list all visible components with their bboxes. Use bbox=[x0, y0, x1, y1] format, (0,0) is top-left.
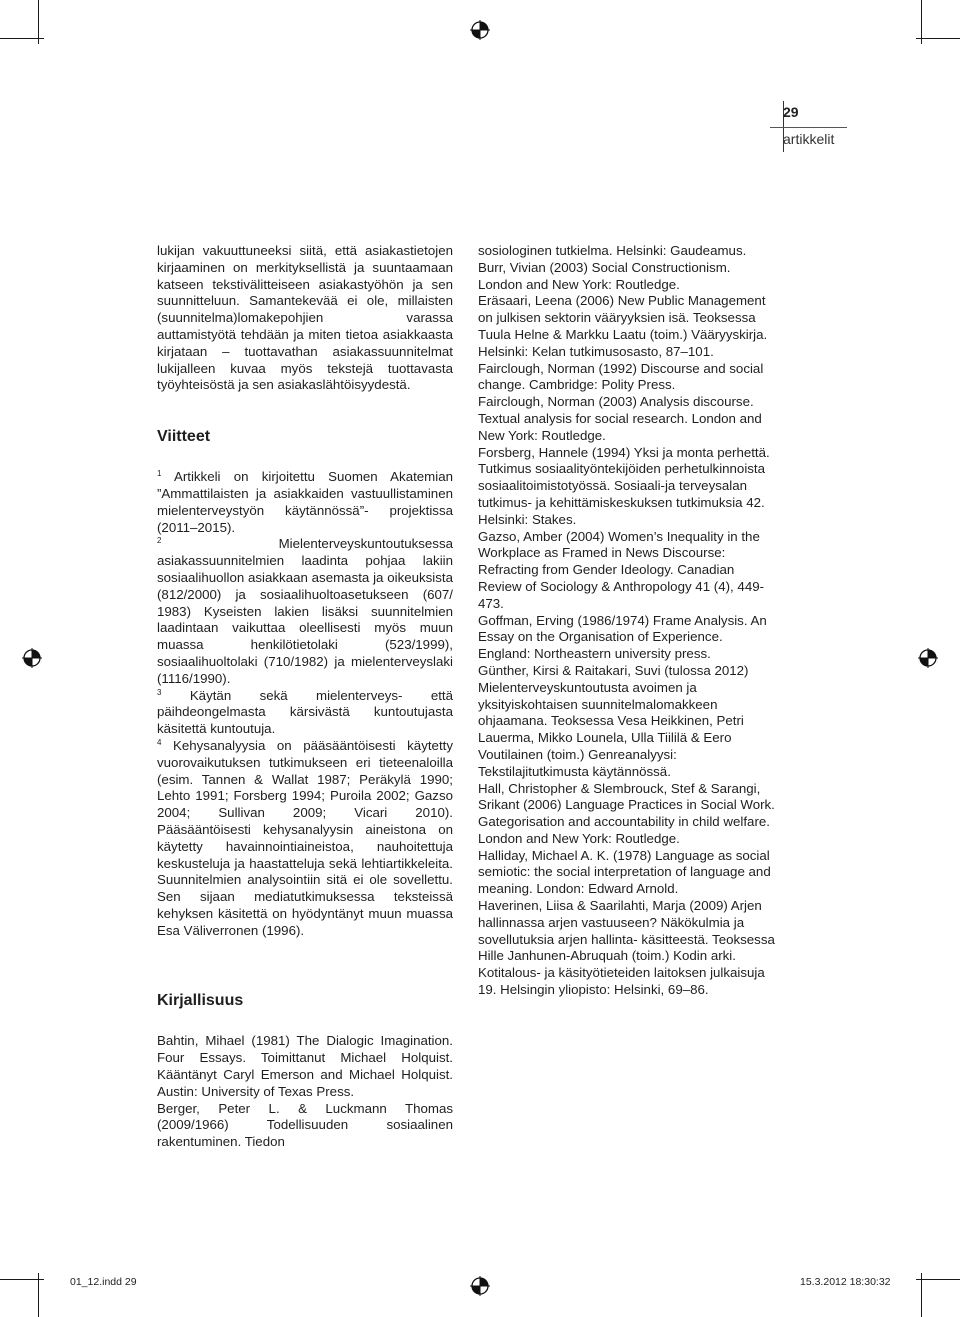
footnote-number: 1 bbox=[157, 469, 162, 479]
bibliography-entry: Haverinen, Liisa & Saarilahti, Marja (2009) Arjen hallinnassa arjen vastuuseen? Näkökulmia ja sovellutuksia arjen hallinta- käsitteestä. Teoksessa Hille Janhunen-Abruquah (toim.) Kodin arki. Kotitalous- ja käsityötieteiden laitoksen julkaisuja 19. Helsingin yliopisto: Helsinki, 69–86. bbox=[478, 898, 775, 998]
notes-heading: Viitteet bbox=[157, 428, 211, 446]
crop-mark-bottom-right-h bbox=[916, 1279, 960, 1280]
bibliography-entry: Burr, Vivian (2003) Social Constructionism. London and New York: Routledge. bbox=[478, 259, 731, 292]
bibliography-entry: Berger, Peter L. & Luckmann Thomas (2009/1966) Todellisuuden sosiaalinen rakentuminen. Tiedon bbox=[157, 1100, 453, 1150]
section-label: artikkelit bbox=[783, 131, 835, 147]
slug-datetime: 15.3.2012 18:30:32 bbox=[800, 1276, 891, 1288]
footnote-number: 4 bbox=[157, 737, 162, 747]
bibliography-entry: sosiologinen tutkielma. Helsinki: Gaudeamus. bbox=[478, 243, 747, 258]
bibliography-entry: Fairclough, Norman (1992) Discourse and social change. Cambridge: Polity Press. bbox=[478, 360, 764, 393]
bibliography-entry: Forsberg, Hannele (1994) Yksi ja monta perhettä. Tutkimus sosiaalityöntekijöiden perhetulkinnoista sosiaalitoimistotyössä. Sosiaali-ja terveysalan tutkimus- ja kehittämiskeskuksen tutkimuksia 42. Helsinki: Stakes. bbox=[478, 444, 770, 527]
footnote-number: 2 bbox=[157, 536, 162, 546]
footnote bbox=[157, 688, 453, 738]
bibliography-entry: Bahtin, Mihael (1981) The Dialogic Imagination. Four Essays. Toimittanut Michael Holquist. Kääntänyt Caryl Emerson and Michael Holquist. Austin: University of Texas Press. bbox=[157, 1033, 453, 1099]
notes-list bbox=[157, 469, 453, 939]
bibliography-entry: Fairclough, Norman (2003) Analysis discourse. Textual analysis for social research. London and New York: Routledge. bbox=[478, 394, 762, 443]
bibliography-entry: Hall, Christopher & Slembrouck, Stef & Sarangi, Srikant (2006) Language Practices in Social Work. Gategorisation and accountability in child welfare. London and New York: Routledge. bbox=[478, 780, 775, 846]
crop-mark-top-left-h bbox=[0, 38, 44, 39]
registration-mark-top-icon bbox=[470, 20, 490, 40]
registration-mark-bottom-icon bbox=[470, 1276, 490, 1296]
crop-mark-bottom-left-h bbox=[0, 1279, 44, 1280]
footnote-number: 3 bbox=[157, 687, 162, 697]
bibliography-entry: Günther, Kirsi & Raitakari, Suvi (tulossa 2012) Mielenterveyskuntoutusta avoimen ja yksityiskohtaisen suunnitelmalomakkeen ohjaamana. Teoksessa Vesa Heikkinen, Petri Lauerma, Mikko Lounela, Ulla Tiililä & Eero Voutilainen (toim.) Genreanalyysi: Tekstilajitutkimusta käytännössä. bbox=[478, 662, 749, 779]
footnote bbox=[157, 536, 453, 687]
slug-filename: 01_12.indd 29 bbox=[70, 1276, 137, 1288]
footnote-text: Artikkeli on kirjoitettu Suomen Akatemian ”Ammattilaisten ja asiakkaiden vastuullistaminen mielenterveystyön käytännössä”- projektissa (2011–2015). bbox=[157, 469, 454, 535]
crop-mark-top-right-h bbox=[916, 38, 960, 39]
left-column bbox=[157, 243, 453, 1151]
bibliography-entry: Halliday, Michael A. K. (1978) Language as social semiotic: the social interpretation of language and meaning. London: Edward Arnold. bbox=[478, 847, 771, 897]
right-column bbox=[478, 243, 775, 999]
bibliography-heading: Kirjallisuus bbox=[157, 992, 244, 1010]
footnote bbox=[157, 469, 453, 536]
bibliography-entry: Gazso, Amber (2004) Women’s Inequality in the Workplace as Framed in News Discourse: Refracting from Gender Ideology. Canadian Review of Sociology & Anthropology 41 (4), 449- 473. bbox=[478, 528, 765, 611]
header-divider bbox=[770, 127, 847, 128]
registration-mark-left-icon bbox=[22, 648, 42, 668]
footnote-text: Mielenterveyskuntoutuksessa asiakassuunnitelmien laadinta pohjaa lakiin sosiaalihuollon asiakkaan asemasta ja oikeuksista (812/2000) ja sosiaalihuoltoasetukseen (607/ 1983) Kyseisten lakien lisäksi suunnitelmien laadintaan vaikuttaa oleellisesti myös muun muassa henkilötietolaki (523/1999), sosiaalihuoltolaki (710/1982) ja mielenterveyslaki (1116/1990). bbox=[157, 536, 453, 686]
registration-mark-right-icon bbox=[918, 648, 938, 668]
page-number: 29 bbox=[783, 104, 799, 120]
bibliography-entry: Goffman, Erving (1986/1974) Frame Analysis. An Essay on the Organisation of Experience. England: Northeastern university press. bbox=[478, 612, 767, 662]
footnote-text: Kehysanalyysia on pääsääntöisesti käytetty vuorovaikutuksen tutkimukseen eri tieteenaloilla (esim. Tannen & Wallat 1987; Peräkylä 1990; Lehto 1991; Forsberg 1994; Puroila 2002; Gazso 2004; Sullivan 2009; Vicari 2010). Pääsääntöisesti kehysanalyysin aineistona on käytetty havainnointiaineistoa, nauhoitettuja keskusteluja ja haastatteluja sekä lehtiartikkeleita. Suunnitelmien analysointiin sitä ei ole sovellettu. Sen sijaan mediatutkimuksessa teksteissä kehyksen käsitettä on hyödyntänyt muun muassa Esa Väliverronen (1996). bbox=[157, 737, 453, 938]
footnote bbox=[157, 738, 453, 940]
bibliography-entry: Eräsaari, Leena (2006) New Public Management on julkisen sektorin vääryyksien isä. Teoksessa Tuula Helne & Markku Laatu (toim.) Vääryyskirja. Helsinki: Kelan tutkimusosasto, 87–101. bbox=[478, 293, 768, 359]
footnote-text: Käytän sekä mielenterveys- että päihdeongelmasta kärsivästä kuntoutujasta käsitettä kuntoutuja. bbox=[157, 687, 453, 737]
intro-paragraph: lukijan vakuuttuneeksi siitä, että asiakastietojen kirjaaminen on merkityksellistä ja suuntaamaan katseen tekstivälitteiseen asiakastyöhön ja sen suunnitteluun. Samantekevää ei ole, millaisten (suunnitelma)lomakepohjien varassa auttamistyötä tehdään ja miten tietoa asiakkaasta kirjataan – tuottavathan asiakassuunnitelmat lukijalleen kuvaa myös tekstejä tuottavasta työyhteisöstä ja sen asiakaslähtöisyydestä. bbox=[157, 243, 453, 393]
